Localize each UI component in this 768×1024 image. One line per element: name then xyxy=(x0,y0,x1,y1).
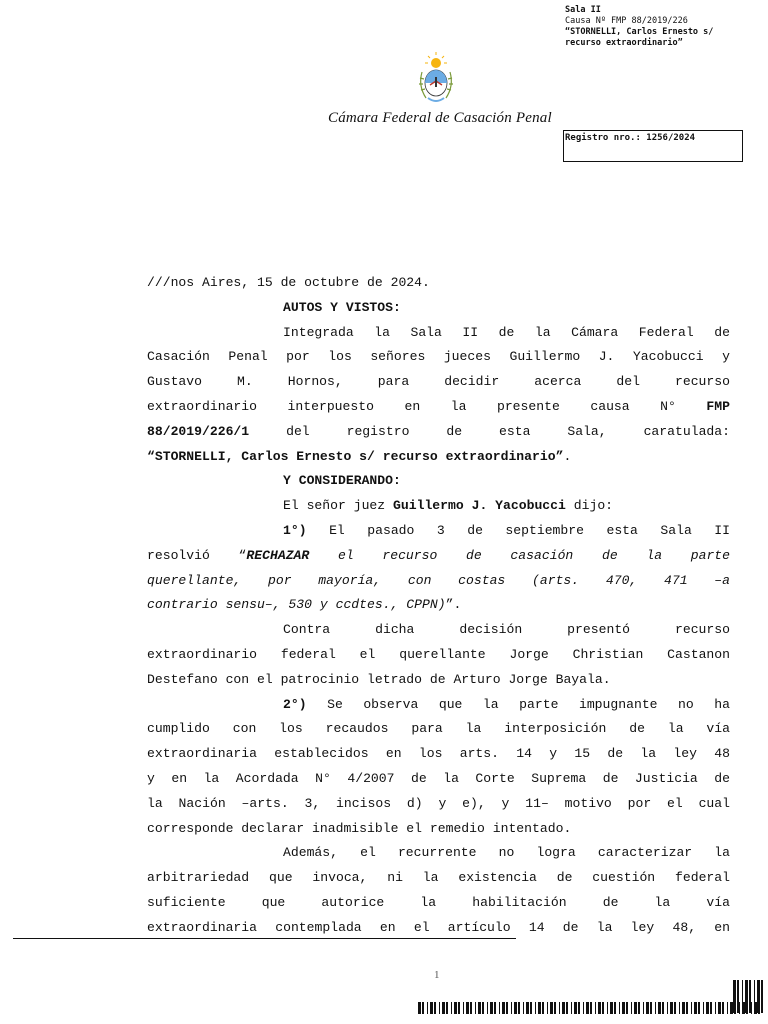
paragraph-line: Integrada la Sala II de la Cámara Federal de xyxy=(283,324,730,340)
case-caption-bold: “STORNELLI, Carlos Ernesto s/ recurso extraordinario” xyxy=(147,448,564,464)
paragraph-line: extraordinaria contemplada en el artículo 14 de la ley 48, en xyxy=(147,919,730,935)
paragraph-line: Gustavo M. Hornos, para decidir acerca del recurso xyxy=(147,374,730,390)
registro-box: Registro nro.: 1256/2024 xyxy=(563,130,743,162)
paragraph-line xyxy=(147,420,730,445)
text-run: dijo: xyxy=(573,498,614,514)
caratula-line-2: recurso extraordinario” xyxy=(565,38,683,48)
paragraph-line xyxy=(147,593,730,618)
text-run: . xyxy=(563,448,572,464)
text-run: El pasado 3 de septiembre esta Sala II xyxy=(329,522,730,538)
coat-of-arms-icon xyxy=(416,52,456,108)
judge-name-bold: Guillermo J. Yacobucci xyxy=(393,498,566,514)
paragraph-line: extraordinario federal el querellante Jorge Christian Castanon xyxy=(147,646,730,662)
text-run: El señor juez xyxy=(283,498,386,514)
paragraph-line: Destefano con el patrocinio letrado de Arturo Jorge Bayala. xyxy=(147,671,611,687)
case-number-bold: 88/2019/226/1 xyxy=(147,423,250,439)
paragraph-line: Casación Penal por los señores jueces Guillermo J. Yacobucci y xyxy=(147,349,730,365)
footer-rule xyxy=(13,938,516,939)
paragraph-line: arbitrariedad que invoca, ni la existencia de cuestión federal xyxy=(147,870,730,886)
paragraph-line xyxy=(147,445,730,470)
paragraph-line xyxy=(147,693,730,718)
paragraph-line: la Nación –arts. 3, incisos d) y e), y 11– motivo por el cual xyxy=(147,795,730,811)
text-run: del registro de esta Sala, caratulada: xyxy=(286,423,731,439)
paragraph-line: extraordinaria establecidos en los arts. 14 y 15 de la ley 48 xyxy=(147,746,730,762)
document-body xyxy=(147,271,730,941)
paragraph-line: Contra dicha decisión presentó recurso xyxy=(283,622,730,638)
paragraph-line: cumplido con los recaudos para la interposición de la vía xyxy=(147,721,730,737)
court-name: Cámara Federal de Casación Penal xyxy=(328,110,552,126)
text-run: Se observa que la parte impugnante no ha xyxy=(327,696,730,712)
paragraph-line xyxy=(147,494,730,519)
paragraph-line: suficiente que autorice la habilitación de la vía xyxy=(147,894,730,910)
text-run-italic: el recurso de casación de la parte xyxy=(337,547,731,563)
text-run: extraordinario interpuesto en la presente causa N° xyxy=(147,398,676,414)
paragraph-line: corresponde declarar inadmisible el remedio intentado. xyxy=(147,820,572,836)
page-number: 1 xyxy=(434,969,440,981)
text-run: ”. xyxy=(445,597,462,613)
paragraph-line: querellante, por mayoría, con costas (arts. 470, 471 –a xyxy=(147,572,730,588)
horizontal-barcode-icon xyxy=(418,1002,760,1014)
rechazar-bold-italic: RECHAZAR xyxy=(246,547,310,563)
sala-label: Sala II xyxy=(565,5,601,15)
paragraph-line xyxy=(147,519,730,544)
case-number-bold: FMP xyxy=(706,398,730,414)
causa-label: Causa Nº FMP 88/2019/226 xyxy=(565,16,688,26)
considerando-heading: Y CONSIDERANDO: xyxy=(283,473,401,489)
section-number: 1°) xyxy=(283,522,307,538)
section-number: 2°) xyxy=(283,696,307,712)
caratula-line-1: “STORNELLI, Carlos Ernesto s/ xyxy=(565,27,714,37)
paragraph-line xyxy=(147,395,730,420)
case-header xyxy=(565,5,713,49)
text-run: resolvió “ xyxy=(147,547,247,563)
text-run-italic: contrario sensu–, 530 y ccdtes., CPPN) xyxy=(147,597,446,613)
paragraph-line: Además, el recurrente no logra caracterizar la xyxy=(283,845,730,861)
autos-heading: AUTOS Y VISTOS: xyxy=(283,299,401,315)
paragraph-line xyxy=(147,544,730,569)
date-line: ///nos Aires, 15 de octubre de 2024. xyxy=(147,275,430,290)
paragraph-line: y en la Acordada N° 4/2007 de la Corte Suprema de Justicia de xyxy=(147,770,730,786)
